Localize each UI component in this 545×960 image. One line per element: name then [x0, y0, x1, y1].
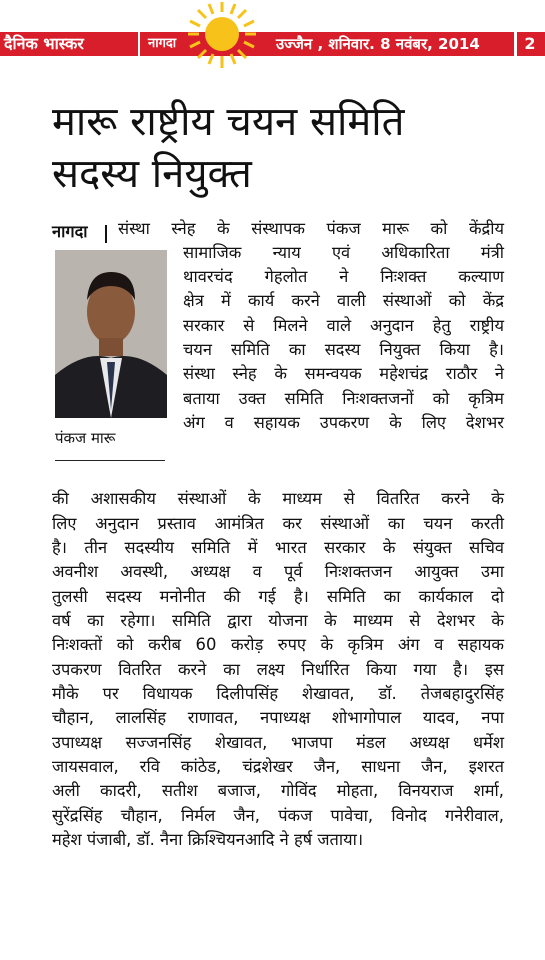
photo-caption: पंकज मारू [55, 429, 116, 447]
newspaper-header [0, 0, 545, 62]
beside-line: थावरचंद गेहलोत ने निःशक्त कल्याण [183, 267, 504, 286]
body-line: निःशक्तों को करीब 60 करोड़ रुपए के कृत्रिम अंग व सहायक [52, 635, 504, 654]
body-line: चौहान, लालसिंह राणावत, नपाध्यक्ष शोभागोपाल यादव, नपा [52, 708, 504, 727]
body-line: जायसवाल, रवि कांठेड, चंद्रशेखर जैन, साधना जैन, इशरत [52, 757, 504, 776]
beside-line: बताया उक्त समिति निःशक्तजनों को कृत्रिम [183, 389, 504, 408]
beside-line: संस्था स्नेह के संस्थापक पंकज मारू को केंद्रीय [118, 219, 504, 238]
beside-line: अंग व सहायक उपकरण के लिए देशभर [183, 413, 504, 432]
body-line: उपाध्यक्ष सज्जनसिंह शेखावत, भाजपा मंडल अध्यक्ष धर्मेश [52, 733, 504, 752]
body-line: लिए अनुदान प्रस्ताव आमंत्रित कर संस्थाओं का चयन करती [52, 514, 504, 533]
body-line: सुरेंद्रसिंह चौहान, निर्मल जैन, पंकज पावेचा, विनोद गनेरीवाल, [52, 806, 504, 825]
body-line: अवनीश अवस्थी, अध्यक्ष व पूर्व निःशक्तजन आयुक्त उमा [52, 562, 504, 581]
body-line: मौके पर विधायक दिलीपसिंह शेखावत, डॉ. तेजबहादुरसिंह [52, 684, 504, 703]
place-divider [105, 225, 107, 243]
body-line: अली कादरी, सतीश बजाज, गोविंद मोहता, विनयराज शर्मा, [52, 781, 504, 800]
body-line: महेश पंजाबी, डॉ. नैना क्रिश्चियनआदि ने हर्ष जताया। [52, 830, 364, 849]
beside-line: संस्था स्नेह के समन्वयक महेशचंद्र राठौर ने [183, 364, 504, 383]
body-line: तुलसी सदस्य मनोनीत की गई है। समिति का कार्यकाल दो [52, 587, 504, 606]
body-line: वर्ष का रहेगा। समिति द्वारा योजना के माध्यम से देशभर के [52, 611, 504, 630]
caption-rule [55, 460, 165, 461]
edition-label: नागदा [138, 32, 176, 56]
body-line: की अशासकीय संस्थाओं के माध्यम से वितरित करने के [52, 489, 504, 508]
beside-line: चयन समिति का सदस्य नियुक्त किया है। [183, 340, 504, 359]
portrait-image [55, 250, 167, 418]
page-number: 2 [514, 32, 543, 56]
headline-line-1: मारू राष्ट्रीय चयन समिति [52, 99, 405, 145]
beside-line: सरकार से मिलने वाले अनुदान हेतु राष्ट्रीय [183, 316, 504, 335]
body-line: है। तीन सदस्यीय समिति में भारत सरकार के संयुक्त सचिव [52, 538, 504, 557]
place-tag: नागदा [52, 222, 88, 241]
sun-logo-icon [182, 0, 262, 72]
beside-line: सामाजिक न्याय एवं अधिकारिता मंत्री [183, 243, 504, 262]
author-photo [55, 250, 167, 418]
headline-line-2: सदस्य नियुक्त [52, 151, 252, 197]
newspaper-brand: दैनिक भास्कर [4, 34, 84, 53]
beside-line: क्षेत्र में कार्य करने वाली संस्थाओं को केंद्र [183, 291, 504, 310]
dateline: उज्जैन , शनिवार. 8 नवंबर, 2014 [276, 35, 480, 53]
body-line: उपकरण वितरित करने का लक्ष्य निर्धारित किया गया है। इस [52, 660, 504, 679]
article-headline [52, 96, 532, 200]
